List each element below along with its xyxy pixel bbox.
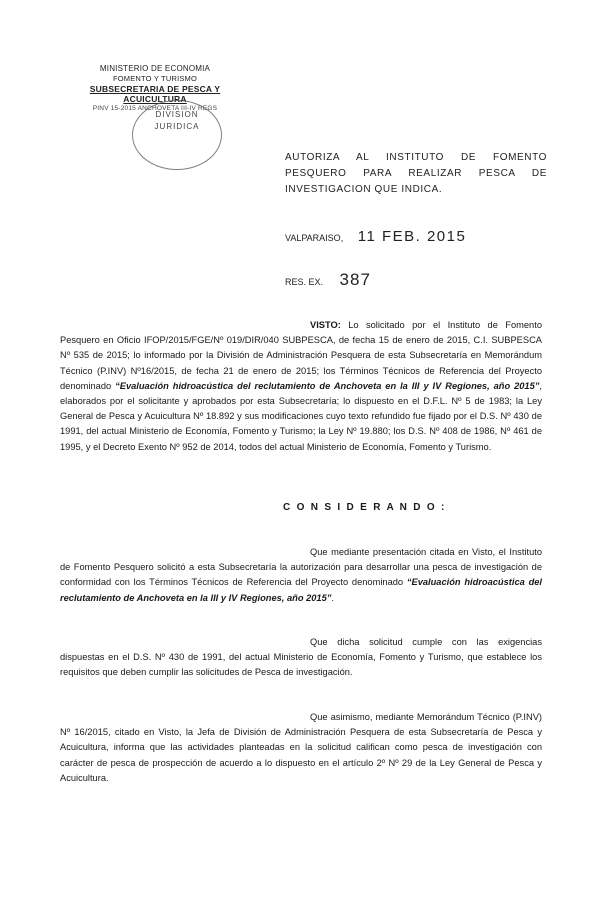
considerando-paragraph-1: [60, 545, 542, 606]
visto-label: VISTO:: [310, 320, 341, 330]
letterhead-ministry: MINISTERIO DE ECONOMIA: [99, 64, 211, 73]
visto-section: [60, 318, 542, 455]
considerando-p2-text: Que dicha solicitud cumple con las exigencias dispuestas en el D.S. Nº 430 de 1991, del actual Ministerio de Economía, Fomento y Turismo, que establece los requisitos que deben cumplir las solicitudes de Pesca de investigación.: [60, 637, 542, 678]
stamp-line-2: JURIDICA: [154, 122, 200, 131]
visto-text-1: Lo solicitado por el Instituto de Fomento Pesquero en Oficio IFOP/2015/FGE/Nº 019/DIR/040 SUBPESCA, de fecha 15 de enero de 2015, C.I. SUBPESCA Nº 535 de 2015; lo informado por la División de Administración Pesquera de esta Subsecretaría en Memorándum Técnico (P.INV) Nº16/2015, de fecha 21 de enero de 2015; los Términos Técnicos de Referencia del Proyecto denominado: [60, 320, 542, 391]
considerando-p3-text: Que asimismo, mediante Memorándum Técnico (P.INV) Nº 16/2015, citado en Visto, la Jefa de División de Administración Pesquera de esta Subsecretaría de Pesca y Acuicultura, informa que las actividades planteadas en la solicitud califican como pesca de investigación con carácter de pesca de prospección de acuerdo a lo dispuesto en el artículo 2º Nº 29 de la Ley General de Pesca y Acuicultura.: [60, 712, 542, 783]
letterhead-subsecretaria: SUBSECRETARIA DE PESCA Y ACUICULTURA: [89, 84, 221, 104]
document-subject: AUTORIZA AL INSTITUTO DE FOMENTO PESQUERO PARA REALIZAR PESCA DE INVESTIGACION QUE INDICA.: [285, 152, 547, 195]
considerando-p1-text: Que mediante presentación citada en Visto, el Instituto de Fomento Pesquero solicitó a esta Subsecretaría la autorización para desarrollar una pesca de investigación de conformidad con los Términos Técnicos de Referencia del Proyecto denominado: [60, 547, 542, 588]
considerando-heading: C O N S I D E R A N D O :: [283, 502, 447, 513]
dateline-date: 11 FEB. 2015: [357, 228, 467, 245]
letterhead-department: FOMENTO Y TURISMO: [112, 74, 198, 83]
dateline: [285, 228, 466, 245]
considerando-paragraph-2: [60, 635, 542, 681]
stamp-line-1: DIVISION: [155, 110, 199, 119]
considerando-p1-project: “Evaluación hidroacústica del reclutamiento de Anchoveta en la III y IV Regiones, año 2015”: [60, 577, 543, 603]
visto-text-2: , elaborados por el solicitante y aprobados por esta Subsecretaría; lo dispuesto en el D.F.L. Nº 5 de 1983; la Ley General de Pesca y Acuicultura Nº 18.892 y sus modificaciones cuyo texto refundido fue fijado por el D.S. Nº 430 de 1991, del actual Ministerio de Economía, Fomento y Turismo; la Ley Nº 19.880; los D.S. Nº 408 de 1986, Nº 461 de 1995, y el Decreto Exento Nº 952 de 2014, todos del actual Ministerio de Economía, Fomento y Turismo.: [60, 380, 542, 452]
division-juridica-stamp: [132, 100, 222, 170]
considerando-p1-end: .: [331, 592, 335, 603]
dateline-city: VALPARAISO,: [285, 233, 344, 243]
letterhead-stamp-line: PINV 15-2015 ANCHOVETA III-IV REGS: [92, 105, 218, 112]
visto-project-title: “Evaluación hidroacústica del reclutamiento de Anchoveta en la III y IV Regiones, año 2015”: [115, 380, 540, 391]
resolution-label: RES. EX.: [285, 277, 324, 287]
resolution-number: 387: [339, 270, 371, 289]
resolution-number-line: [285, 270, 371, 290]
considerando-paragraph-3: [60, 710, 542, 786]
